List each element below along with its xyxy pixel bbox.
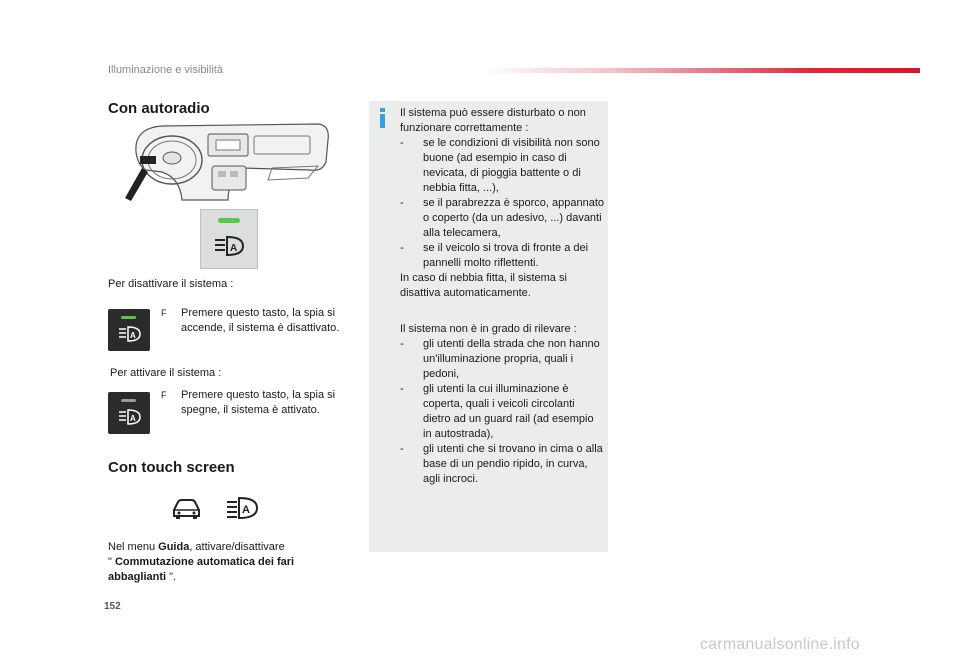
info-intro-2: Il sistema non è in grado di rilevare :	[400, 323, 577, 335]
svg-text:A: A	[130, 331, 136, 340]
info-outro: In caso di nebbia fitta, il sistema si disattiva automaticamente.	[400, 272, 567, 299]
info-icon	[378, 108, 388, 128]
quote-close: ".	[166, 571, 177, 583]
list-item: - se il parabrezza è sporco, appannato o coperto (da un adesivo, ...) davanti alla telecamera,	[400, 197, 605, 239]
header-accent-bar	[480, 68, 920, 73]
feature-name: Commutazione automatica dei fari abbaglianti	[108, 556, 295, 583]
car-driving-icon	[170, 496, 202, 525]
button-key-on[interactable]	[108, 309, 150, 351]
auto-high-beam-icon	[118, 408, 142, 426]
auto-high-beam-icon	[118, 325, 142, 343]
quote-open: "	[108, 556, 115, 568]
touch-text-mid: , attivare/disattivare	[189, 541, 285, 553]
svg-text:A: A	[230, 243, 238, 254]
watermark: carmanualsonline.info	[700, 636, 860, 653]
svg-text:A: A	[130, 414, 136, 423]
touch-text-before: Nel menu	[108, 541, 159, 553]
activate-text: Premere questo tasto, la spia si spegne, il sistema è attivato.	[181, 389, 336, 416]
touch-instruction	[108, 540, 318, 585]
bullet-marker: F	[161, 308, 167, 318]
svg-text:A: A	[242, 504, 250, 516]
page-number: 152	[104, 601, 121, 612]
list-item: - gli utenti che si trovano in cima o alla base di un pendio ripido, in curva, agli incroci.	[400, 443, 603, 485]
info-intro: Il sistema può essere disturbato o non funzionare correttamente :	[400, 107, 586, 134]
activate-label: Per attivare il sistema :	[110, 367, 222, 379]
bullet-marker: F	[161, 390, 167, 400]
menu-name: Guida	[158, 541, 190, 553]
button-panel-illustration	[200, 209, 258, 269]
section-title-radio: Con autoradio	[108, 100, 210, 117]
section-title-touch: Con touch screen	[108, 459, 235, 476]
info-block-1	[400, 106, 605, 301]
deactivate-text: Premere questo tasto, la spia si accende, il sistema è disattivato.	[181, 307, 340, 334]
indicator-led	[218, 218, 240, 223]
list-item: - se il veicolo si trova di fronte a dei pannelli molto riflettenti.	[400, 242, 589, 269]
auto-high-beam-icon	[213, 234, 247, 258]
indicator-led-off	[121, 399, 136, 402]
list-item: - gli utenti della strada che non hanno un'illuminazione propria, quali i pedoni,	[400, 338, 600, 380]
auto-high-beam-icon	[226, 496, 260, 525]
chapter-title: Illuminazione e visibilità	[108, 64, 223, 76]
deactivate-instruction	[161, 306, 351, 338]
deactivate-label: Per disattivare il sistema :	[108, 278, 234, 290]
dashboard-illustration	[122, 122, 332, 207]
info-block-2	[400, 322, 605, 487]
activate-instruction	[161, 388, 351, 420]
list-item: - se le condizioni di visibilità non sono buone (ad esempio in caso di nevicata, di pioggia battente o di nebbia fitta, ...),	[400, 137, 600, 194]
indicator-led-on	[121, 316, 136, 319]
list-item: - gli utenti la cui illuminazione è coperta, quali i veicoli circolanti dietro ad un guard rail (ad esempio in autostrada),	[400, 383, 594, 440]
button-key-off[interactable]	[108, 392, 150, 434]
